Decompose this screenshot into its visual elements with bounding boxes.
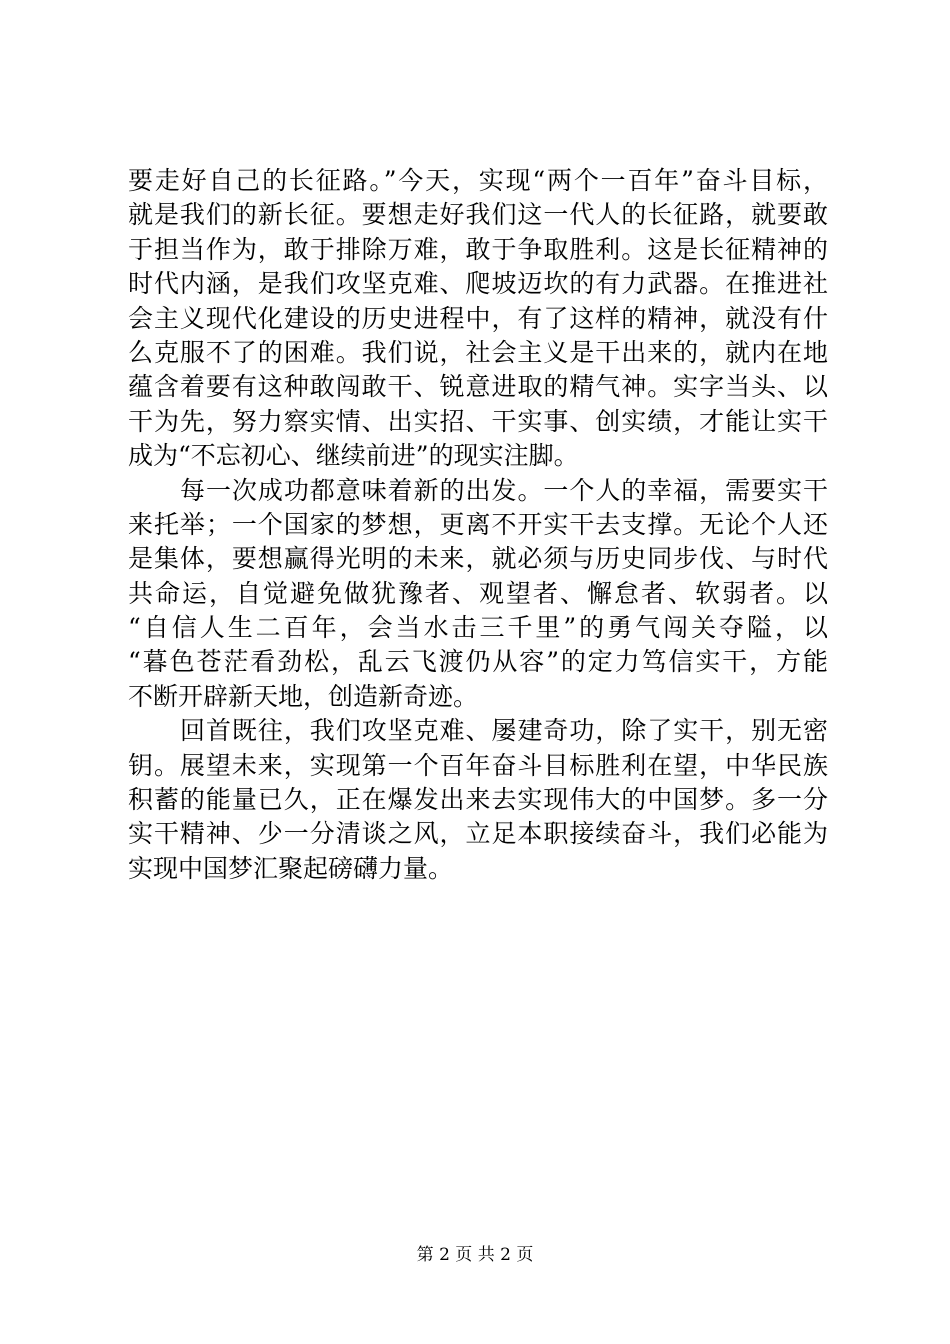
paragraph (128, 714, 828, 886)
text-line: 于担当作为，敢于排除万难，敢于争取胜利。这是长征精神的 (128, 234, 828, 264)
paragraph (128, 474, 828, 715)
text-line: 来托举；一个国家的梦想，更离不开实干去支撑。无论个人还 (128, 509, 828, 539)
page-footer: 第 2 页 共 2 页 (416, 1245, 534, 1265)
text-line: 成为“不忘初心、继续前进”的现实注脚。 (128, 441, 579, 471)
text-line: 时代内涵，是我们攻坚克难、爬坡迈坎的有力武器。在推进社 (128, 269, 828, 299)
text-line: “暮色苍茫看劲松，乱云飞渡仍从容”的定力笃信实干，方能 (128, 647, 828, 677)
text-line: 不断开辟新天地，创造新奇迹。 (128, 681, 479, 711)
text-line: 回首既往，我们攻坚克难、屡建奇功，除了实干，别无密 (180, 716, 828, 746)
text-line: 共命运，自觉避免做犹豫者、观望者、懈怠者、软弱者。以 (128, 578, 828, 608)
text-line: 实现中国梦汇聚起磅礴力量。 (128, 853, 454, 883)
paragraph (128, 164, 828, 474)
text-line: 蕴含着要有这种敢闯敢干、锐意进取的精气神。实字当头、以 (128, 372, 828, 402)
text-line: 实干精神、少一分清谈之风，立足本职接续奋斗，我们必能为 (128, 819, 828, 849)
text-line: 是集体，要想赢得光明的未来，就必须与历史同步伐、与时代 (128, 544, 828, 574)
text-line: 钥。展望未来，实现第一个百年奋斗目标胜利在望，中华民族 (128, 750, 828, 780)
text-line: 要走好自己的长征路。”今天，实现“两个一百年”奋斗目标， (128, 166, 828, 195)
article-body (128, 164, 828, 886)
text-line: 积蓄的能量已久，正在爆发出来去实现伟大的中国梦。多一分 (128, 785, 828, 815)
text-line: 干为先，努力察实情、出实招、干实事、创实绩，才能让实干 (128, 406, 828, 436)
text-line: 么克服不了的困难。我们说，社会主义是干出来的，就内在地 (128, 337, 828, 367)
text-line: “自信人生二百年，会当水击三千里”的勇气闯关夺隘，以 (128, 613, 828, 643)
text-line: 每一次成功都意味着新的出发。一个人的幸福，需要实干 (180, 475, 828, 505)
text-line: 就是我们的新长征。要想走好我们这一代人的长征路，就要敢 (128, 200, 828, 230)
text-line: 会主义现代化建设的历史进程中，有了这样的精神，就没有什 (128, 303, 828, 333)
